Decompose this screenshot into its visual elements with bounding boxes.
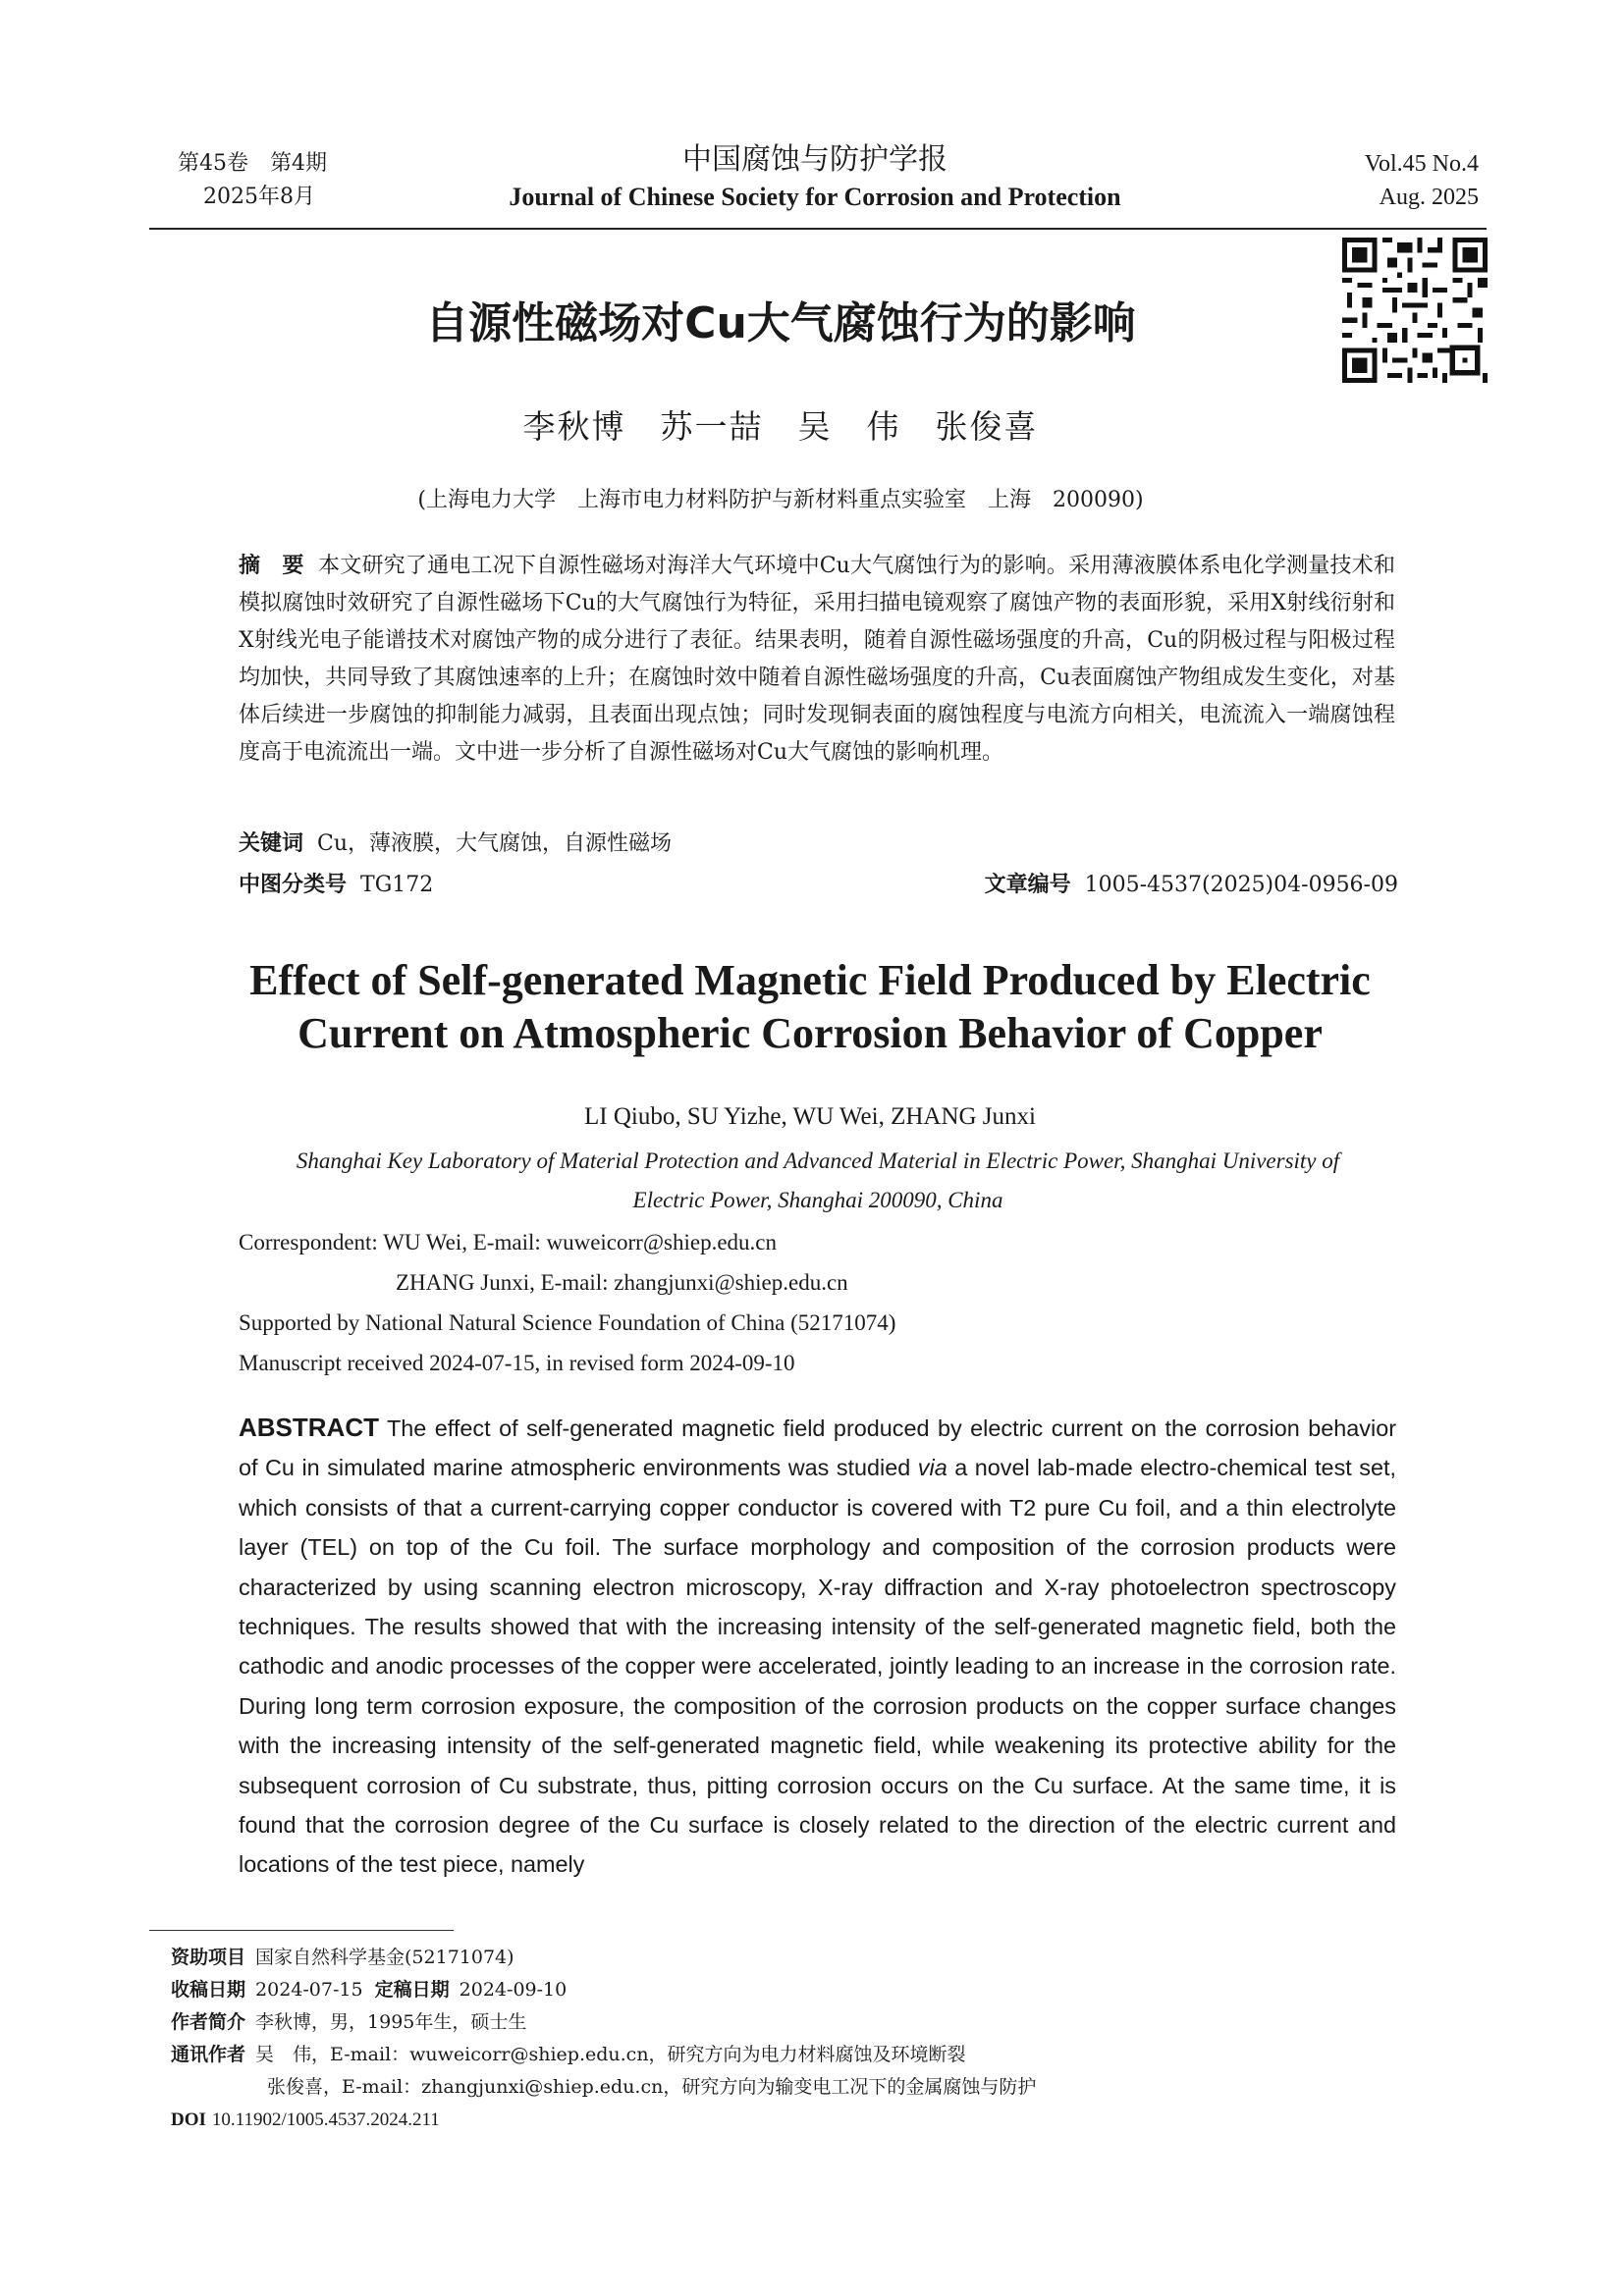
header-rule [149,228,1487,230]
header-issue-cn [178,147,327,214]
footnote-dates [171,1974,1447,2006]
article-meta-en [239,1222,1397,1383]
accepted-text: 2024-09-10 [459,1979,568,2001]
abstract-cn-text: 本文研究了通电工况下自源性磁场对海洋大气环境中Cu大气腐蚀行为的影响。采用薄液膜体系电化学测量技术和模拟腐蚀时效研究了自源性磁场下Cu的大气腐蚀行为特征，采用扫描电镜观察了腐蚀产物的表面形貌，采用X射线衍射和X射线光电子能谱技术对腐蚀产物的成分进行了表征。结果表明，随着自源性磁场强度的升高，Cu的阴极过程与阳极过程均加快，共同导致了其腐蚀速率的上升；在腐蚀时效中随着自源性磁场强度的升高，Cu表面腐蚀产物组成发生变化，对基体后续进一步腐蚀的抑制能力减弱，且表面出现点蚀；同时发现铜表面的腐蚀程度与电流方向相关，电流流入一端腐蚀程度高于电流流出一端。文中进一步分析了自源性磁场对Cu大气腐蚀的影响机理。 [239,554,1395,765]
classification-cn [239,869,433,902]
affiliation-cn: (上海电力大学 上海市电力材料防护与新材料重点实验室 上海 200090) [417,488,1144,512]
article-number-text: 1005-4537(2025)04-0956-09 [1084,873,1398,897]
footnote-corr-1 [171,2039,1447,2071]
manuscript-dates: Manuscript received 2024-07-15, in revised form 2024-09-10 [239,1351,795,1375]
abstract-cn-label: 摘 要 [239,554,304,578]
article-number [985,869,1398,902]
received-label: 收稿日期 [171,1979,246,2001]
abstract-en-via: via [917,1455,947,1481]
abstract-en-label: ABSTRACT [239,1413,379,1442]
supported-by: Supported by National Natural Science Foundation of China (52171074) [239,1310,896,1335]
affiliation-en [239,1142,1397,1220]
header-issue-en [1365,147,1479,214]
article-number-label: 文章编号 [984,873,1071,897]
journal-name-cn: 中国腐蚀与防护学报 [682,142,947,177]
affiliation-en-line-2: Electric Power, Shanghai 200090, China [632,1188,1003,1212]
date-cn: 2025年8月 [203,185,315,209]
correspondent-1: Correspondent: WU Wei, E-mail: wuweicorr@shiep.edu.cn [239,1230,777,1255]
footnote-doi [171,2104,1447,2136]
funding-text: 国家自然科学基金(52171074) [255,1947,514,1968]
journal-name-en: Journal of Chinese Society for Corrosion and Protection [509,183,1121,211]
doi-text[interactable]: 10.11902/1005.4537.2024.211 [211,2109,440,2130]
footnote-rule [149,1930,454,1931]
authors-en: LI Qiubo, SU Yizhe, WU Wei, ZHANG Junxi [584,1103,1036,1130]
volume-cn: 第45卷 第4期 [178,151,327,176]
journal-name [432,140,1198,215]
abstract-cn [239,548,1395,772]
title-en-line-1: Effect of Self-generated Magnetic Field Produced by Electric [249,956,1371,1004]
keywords-cn-text: Cu，薄液膜，大气腐蚀，自源性磁场 [317,831,673,856]
abstract-en [239,1408,1396,1885]
title-en [147,954,1473,1060]
footnote-author [171,2006,1447,2039]
authors-cn: 李秋博 苏一喆 吴 伟 张俊喜 [522,407,1039,446]
author-label: 作者简介 [171,2011,246,2033]
abstract-en-text-b: a novel lab-made electro-chemical test set, which consists of that a current-carrying copper conductor is covered with T2 pure Cu foil, and a thin electrolyte layer (TEL) on top of the Cu foil. The surface morphology and composition of the corrosion products were characterized by using scanning electron microscopy, X-ray diffraction and X-ray photoelectron spectroscopy techniques. The results showed that with the increasing intensity of the self-generated magnetic field, both the cathodic and anodic processes of the copper were accelerated, jointly leading to an increase in the corrosion rate. During long term corrosion exposure, the composition of the corrosion products on the copper surface changes with the increasing intensity of the self-generated magnetic field, while weakening its protective ability for the subsequent corrosion of Cu substrate, thus, pitting corrosion occurs on the Cu surface. At the same time, it is found that the corrosion degree of the Cu surface is closely related to the direction of the electric current and locations of the test piece, namely [239,1455,1396,1878]
author-text: 李秋博，男，1995年生，硕士生 [255,2011,527,2033]
corr-label: 通讯作者 [171,2044,246,2065]
affiliation-en-line-1: Shanghai Key Laboratory of Material Protection and Advanced Material in Electric Power, Shanghai University of [296,1148,1340,1173]
classification-cn-label: 中图分类号 [239,873,348,897]
corr-1-text: 吴 伟，E-mail：wuweicorr@shiep.edu.cn，研究方向为电力材料腐蚀及环境断裂 [255,2044,966,2065]
corr-2-text: 张俊喜，E-mail：zhangjunxi@shiep.edu.cn，研究方向为输变电工况下的金属腐蚀与防护 [267,2076,1037,2098]
footnote-corr-2 [171,2071,1447,2104]
funding-label: 资助项目 [171,1947,246,1968]
date-en: Aug. 2025 [1379,185,1479,210]
keywords-cn [239,828,672,861]
title-en-line-2: Current on Atmospheric Corrosion Behavior of Copper [298,1009,1323,1057]
abstract-en-text-a: The effect of self-generated magnetic field produced by electric current on the corrosion behavior of Cu in simulated marine atmospheric environments was studied [239,1415,1396,1481]
keywords-cn-label: 关键词 [239,831,304,856]
title-cn: 自源性磁场对Cu大气腐蚀行为的影响 [425,298,1136,348]
footnotes [171,1942,1447,2136]
volume-en: Vol.45 No.4 [1364,151,1479,177]
accepted-label: 定稿日期 [374,1979,450,2001]
footnote-funding [171,1942,1447,1974]
received-text: 2024-07-15 [255,1979,363,2001]
correspondent-2: ZHANG Junxi, E-mail: zhangjunxi@shiep.edu.cn [396,1270,848,1295]
doi-label: DOI [171,2109,206,2130]
classification-cn-text: TG172 [360,873,434,897]
